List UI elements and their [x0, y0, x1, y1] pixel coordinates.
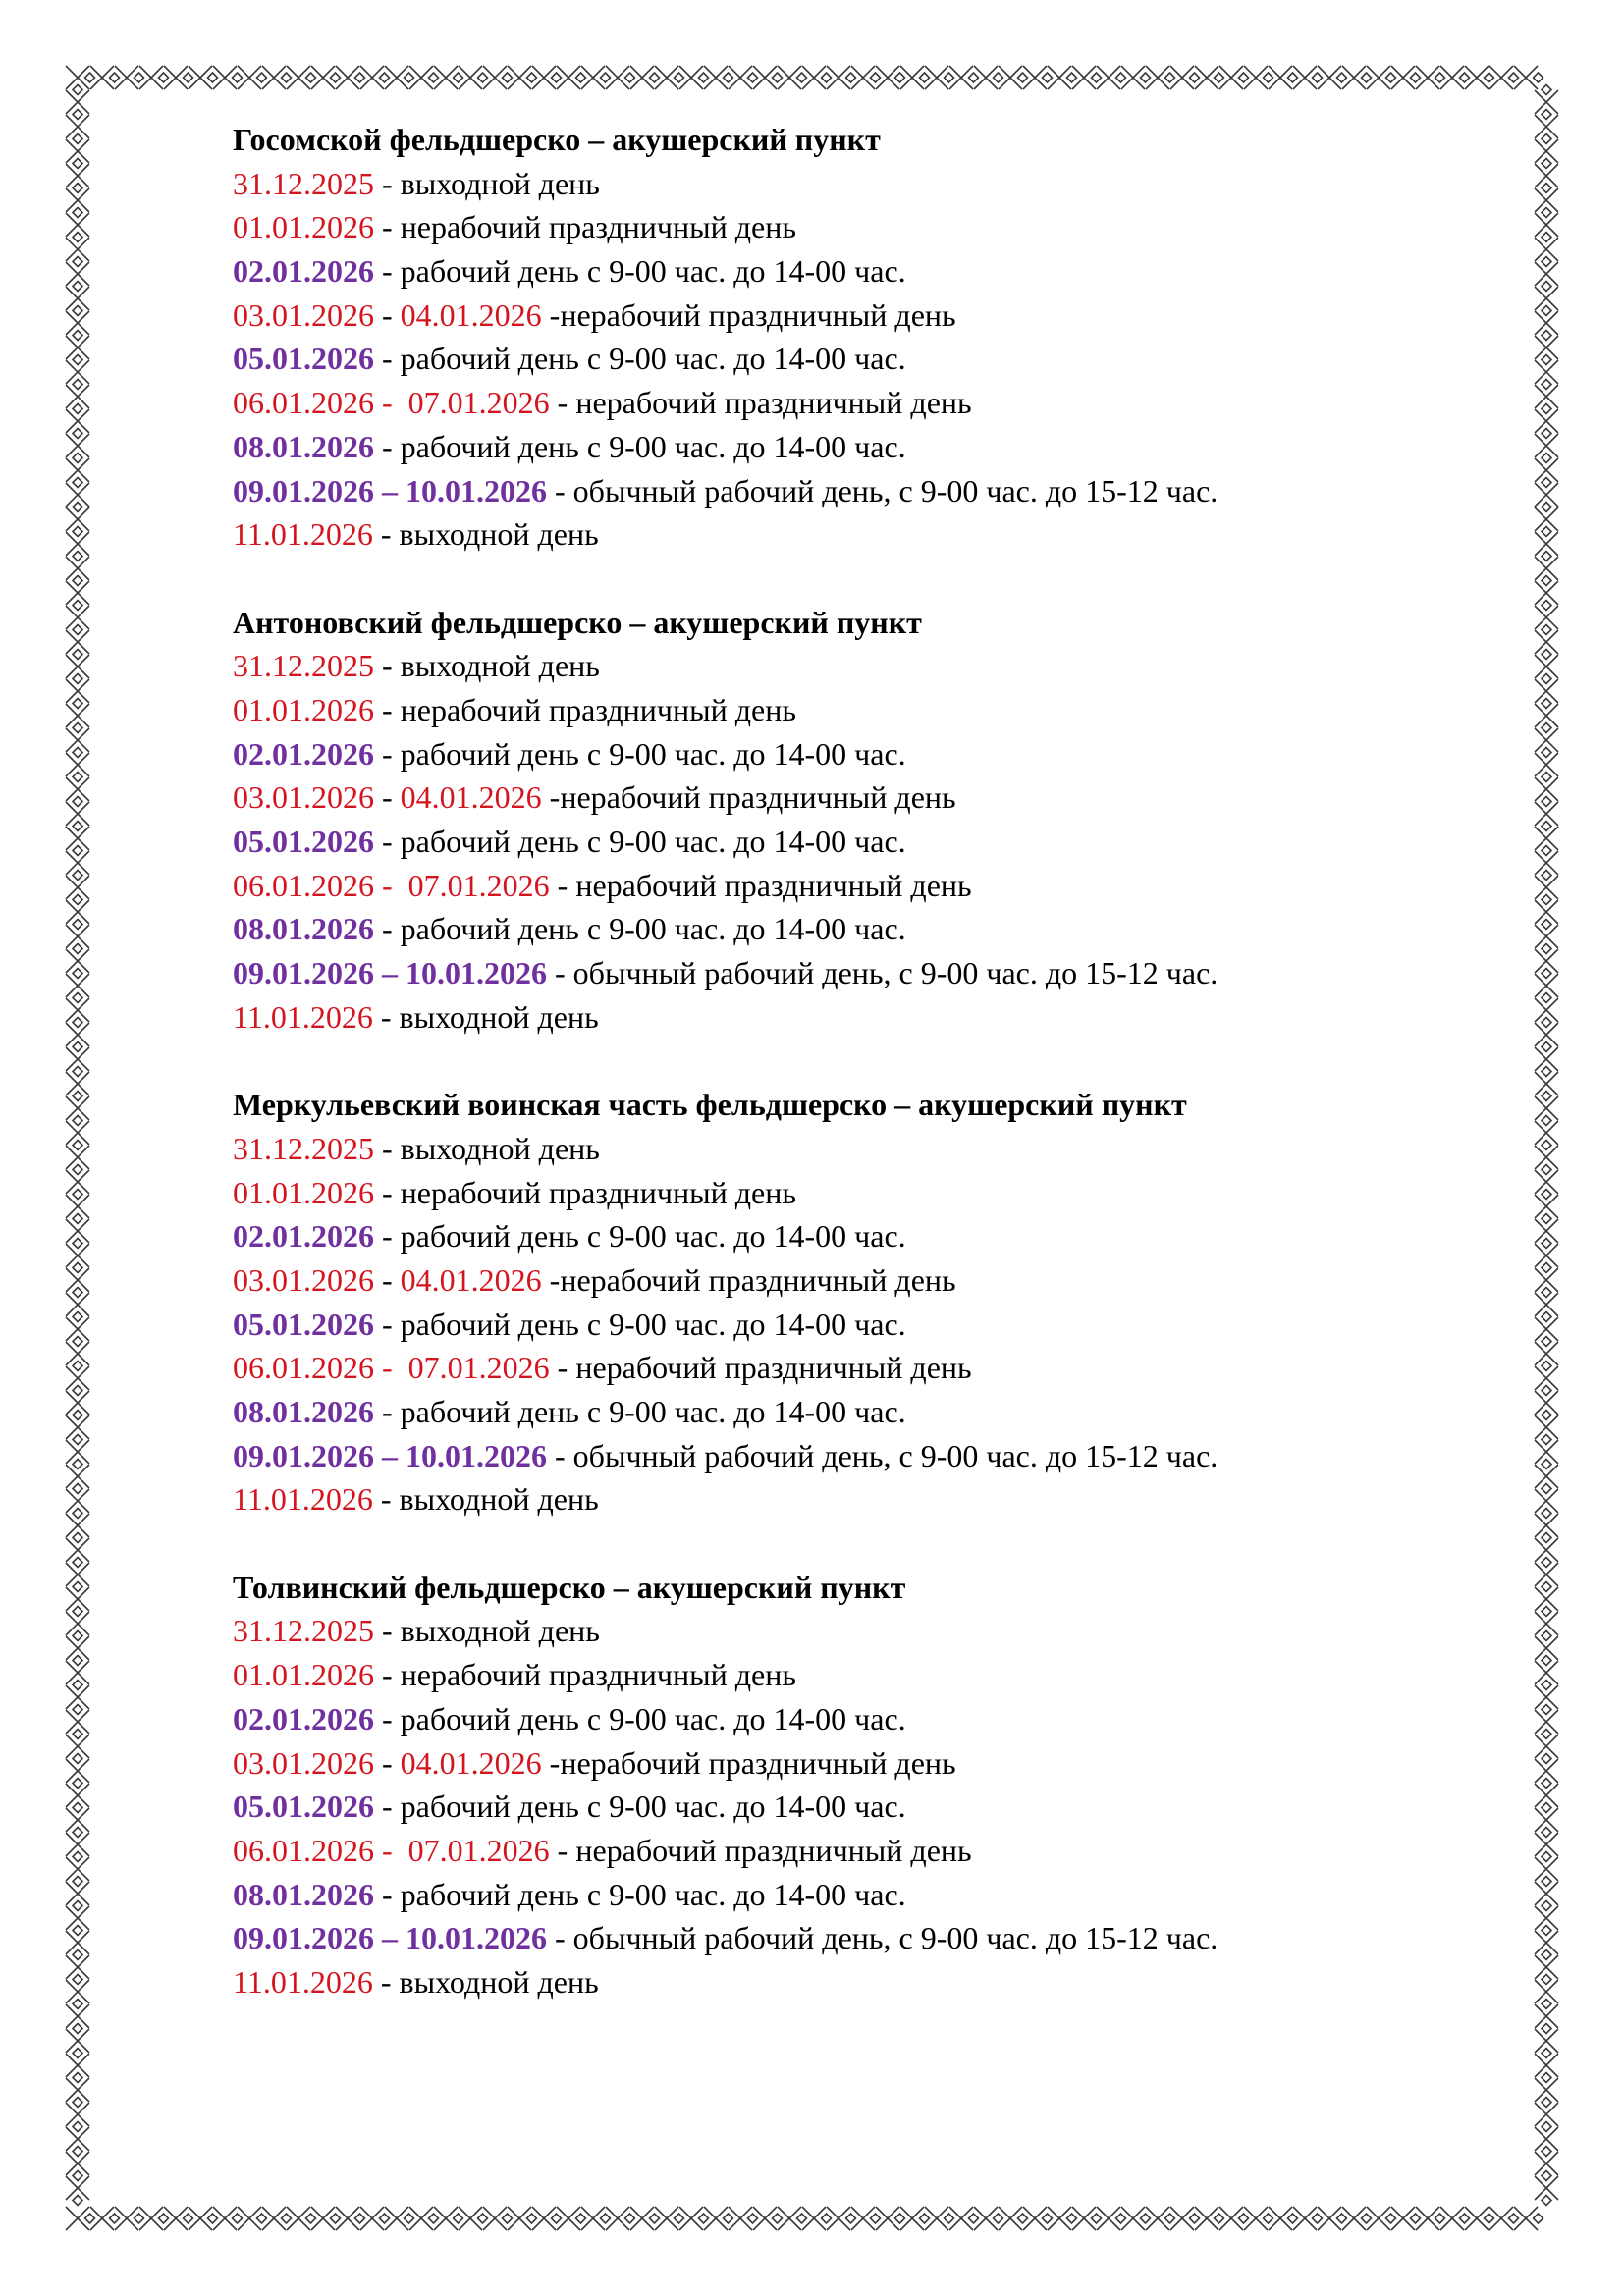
schedule-row	[233, 1609, 1539, 1653]
section-title: Антоновский фельдшерско – акушерский пункт	[233, 604, 922, 640]
schedule-row	[233, 1916, 1539, 1960]
row-description: - рабочий день с 9-00 час. до 14-00 час.	[374, 1700, 906, 1736]
row-description: - рабочий день с 9-00 час. до 14-00 час.	[374, 1393, 906, 1429]
row-description: - обычный рабочий день, с 9-00 час. до 15-12 час.	[547, 472, 1218, 508]
workday-date: 08.01.2026	[233, 911, 374, 947]
workday-date: 05.01.2026	[233, 824, 374, 860]
schedule-row	[233, 205, 1539, 249]
holiday-date: 11.01.2026	[233, 1481, 373, 1518]
row-description: - выходной день	[374, 648, 600, 684]
row-description: - рабочий день с 9-00 час. до 14-00 час.	[374, 735, 906, 772]
row-description: -	[374, 779, 401, 816]
holiday-date: 06.01.2026 - 07.01.2026	[233, 385, 550, 421]
row-description: - выходной день	[372, 516, 599, 553]
holiday-date: 03.01.2026	[233, 779, 374, 816]
schedule-row	[233, 162, 1539, 206]
holiday-date: 01.01.2026	[233, 691, 374, 727]
schedule-row	[233, 1653, 1539, 1697]
workday-date: 05.01.2026	[233, 341, 374, 377]
row-description: - нерабочий праздничный день	[374, 209, 796, 245]
schedule-row	[233, 1477, 1539, 1522]
section-title: Толвинский фельдшерско – акушерский пункт	[233, 1569, 906, 1605]
holiday-date: 03.01.2026	[233, 1744, 374, 1781]
holiday-date: 04.01.2026	[400, 1744, 542, 1781]
schedule-row	[233, 1258, 1539, 1303]
workday-date: 09.01.2026 – 10.01.2026	[233, 472, 547, 508]
holiday-date: 04.01.2026	[400, 296, 542, 333]
row-description: - выходной день	[372, 1963, 599, 2000]
workday-date: 02.01.2026	[233, 253, 374, 290]
row-description: - рабочий день с 9-00 час. до 14-00 час.	[374, 1876, 906, 1912]
row-description: -нерабочий праздничный день	[541, 296, 956, 333]
holiday-date: 11.01.2026	[233, 516, 373, 553]
workday-date: 02.01.2026	[233, 1700, 374, 1736]
row-description: - выходной день	[372, 998, 599, 1035]
row-description: - нерабочий праздничный день	[549, 867, 972, 903]
workday-date: 09.01.2026 – 10.01.2026	[233, 1920, 547, 1956]
holiday-date: 01.01.2026	[233, 209, 374, 245]
row-description: - выходной день	[374, 1130, 600, 1166]
row-description: - выходной день	[372, 1481, 599, 1518]
holiday-date: 06.01.2026 - 07.01.2026	[233, 1832, 550, 1868]
row-description: - рабочий день с 9-00 час. до 14-00 час.	[374, 428, 906, 464]
holiday-date: 01.01.2026	[233, 1657, 374, 1693]
schedule-row	[233, 688, 1539, 732]
schedule-row	[233, 775, 1539, 820]
row-description: - обычный рабочий день, с 9-00 час. до 15-12 час.	[547, 1437, 1218, 1473]
row-description: -нерабочий праздничный день	[541, 779, 956, 816]
holiday-date: 31.12.2025	[233, 165, 374, 201]
schedule-row	[233, 1303, 1539, 1347]
holiday-date: 04.01.2026	[400, 1261, 542, 1298]
schedule-row	[233, 995, 1539, 1040]
row-description: - выходной день	[374, 165, 600, 201]
schedule-section	[233, 1083, 1539, 1522]
schedule-row	[233, 1697, 1539, 1741]
holiday-date: 31.12.2025	[233, 1613, 374, 1649]
workday-date: 02.01.2026	[233, 735, 374, 772]
holiday-date: 31.12.2025	[233, 1130, 374, 1166]
row-description: - обычный рабочий день, с 9-00 час. до 15-12 час.	[547, 955, 1218, 991]
row-description: - нерабочий праздничный день	[374, 1174, 796, 1210]
holiday-date: 11.01.2026	[233, 998, 373, 1035]
row-description: - нерабочий праздничный день	[549, 1832, 972, 1868]
row-description: -	[374, 296, 401, 333]
schedule-row	[233, 1390, 1539, 1434]
holiday-date: 04.01.2026	[400, 779, 542, 816]
workday-date: 08.01.2026	[233, 1876, 374, 1912]
section-title: Меркульевский воинская часть фельдшерско – акушерский пункт	[233, 1087, 1187, 1123]
schedule-row	[233, 864, 1539, 908]
schedule-row	[233, 249, 1539, 294]
row-description: -	[374, 1744, 401, 1781]
workday-date: 02.01.2026	[233, 1218, 374, 1255]
row-description: - нерабочий праздничный день	[549, 385, 972, 421]
schedule-row	[233, 1171, 1539, 1215]
schedule-row	[233, 294, 1539, 338]
row-description: - рабочий день с 9-00 час. до 14-00 час.	[374, 341, 906, 377]
schedule-row	[233, 907, 1539, 951]
row-description: - нерабочий праздничный день	[374, 1657, 796, 1693]
schedule-row	[233, 644, 1539, 688]
schedule-row	[233, 469, 1539, 513]
row-description: -	[374, 1261, 401, 1298]
workday-date: 08.01.2026	[233, 1393, 374, 1429]
schedule-row	[233, 425, 1539, 469]
row-description: - рабочий день с 9-00 час. до 14-00 час.	[374, 253, 906, 290]
holiday-date: 03.01.2026	[233, 1261, 374, 1298]
row-description: - обычный рабочий день, с 9-00 час. до 15-12 час.	[547, 1920, 1218, 1956]
schedule-section	[233, 118, 1539, 557]
schedule-row	[233, 512, 1539, 557]
schedule-row	[233, 1873, 1539, 1917]
schedule-row	[233, 1127, 1539, 1171]
workday-date: 09.01.2026 – 10.01.2026	[233, 955, 547, 991]
row-description: - нерабочий праздничный день	[549, 1350, 972, 1386]
schedule-row	[233, 1829, 1539, 1873]
row-description: - выходной день	[374, 1613, 600, 1649]
row-description: - рабочий день с 9-00 час. до 14-00 час.	[374, 824, 906, 860]
row-description: - рабочий день с 9-00 час. до 14-00 час.	[374, 911, 906, 947]
workday-date: 09.01.2026 – 10.01.2026	[233, 1437, 547, 1473]
schedule-section	[233, 601, 1539, 1040]
schedule-row	[233, 1785, 1539, 1829]
holiday-date: 06.01.2026 - 07.01.2026	[233, 867, 550, 903]
row-description: - нерабочий праздничный день	[374, 691, 796, 727]
row-description: -нерабочий праздничный день	[541, 1744, 956, 1781]
row-description: - рабочий день с 9-00 час. до 14-00 час.	[374, 1218, 906, 1255]
holiday-date: 01.01.2026	[233, 1174, 374, 1210]
schedule-row	[233, 1214, 1539, 1258]
row-description: - рабочий день с 9-00 час. до 14-00 час.	[374, 1789, 906, 1825]
schedule-row	[233, 1434, 1539, 1478]
schedule-row	[233, 381, 1539, 425]
workday-date: 08.01.2026	[233, 428, 374, 464]
workday-date: 05.01.2026	[233, 1789, 374, 1825]
schedule-row	[233, 1346, 1539, 1390]
schedule-row	[233, 820, 1539, 864]
workday-date: 05.01.2026	[233, 1306, 374, 1342]
row-description: - рабочий день с 9-00 час. до 14-00 час.	[374, 1306, 906, 1342]
holiday-date: 06.01.2026 - 07.01.2026	[233, 1350, 550, 1386]
holiday-date: 11.01.2026	[233, 1963, 373, 2000]
schedule-row	[233, 337, 1539, 381]
schedule-row	[233, 732, 1539, 776]
schedule-row	[233, 951, 1539, 995]
schedule-row	[233, 1960, 1539, 2004]
holiday-date: 03.01.2026	[233, 296, 374, 333]
schedule-row	[233, 1741, 1539, 1786]
section-title: Госомской фельдшерско – акушерский пункт	[233, 122, 881, 157]
document-body	[233, 118, 1539, 2048]
row-description: -нерабочий праздничный день	[541, 1261, 956, 1298]
schedule-section	[233, 1566, 1539, 2004]
holiday-date: 31.12.2025	[233, 648, 374, 684]
